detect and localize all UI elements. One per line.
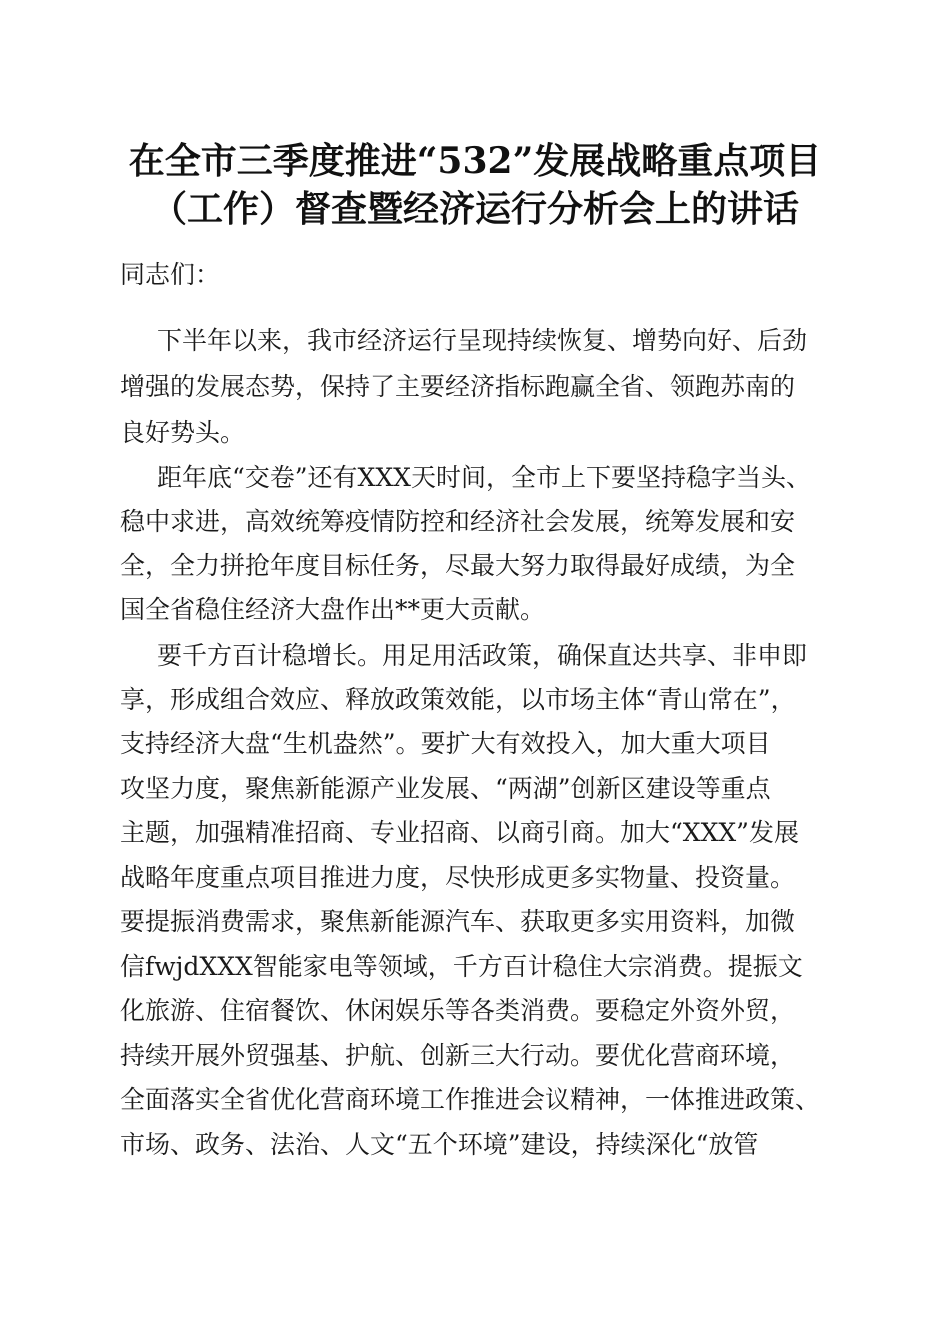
body-line: 增强的发展态势，保持了主要经济指标跑赢全省、领跑苏南的 [120,372,796,401]
salutation: 同志们： [120,260,221,289]
body-line: 要提振消费需求，聚焦新能源汽车、获取更多实用资料，加微 [120,907,796,936]
body-line: 要千方百计稳增长。用足用活政策，确保直达共享、非申即 [157,641,808,670]
body-line: 享，形成组合效应、释放政策效能，以市场主体“青山常在”， [120,685,796,714]
body-line: 距年底“交卷”还有XXX天时间，全市上下要坚持稳字当头、 [157,463,811,492]
body-line: 市场、政务、法治、人文“五个环境”建设，持续深化“放管 [120,1130,759,1159]
body-line: 下半年以来，我市经济运行呈现持续恢复、增势向好、后劲 [157,326,808,355]
body-line: 全，全力拼抢年度目标任务，尽最大努力取得最好成绩，为全 [120,551,796,580]
body-line: 全面落实全省优化营商环境工作推进会议精神，一体推进政策、 [120,1085,821,1114]
body-line: 国全省稳住经济大盘作出**更大贡献。 [120,595,546,624]
body-line: 良好势头。 [120,418,246,447]
body-line: 稳中求进，高效统筹疫情防控和经济社会发展，统筹发展和安 [120,507,796,536]
document-title-line-1: 在全市三季度推进“532”发展战略重点项目 [128,140,822,182]
body-line: 化旅游、住宿餐饮、休闲娱乐等各类消费。要稳定外资外贸， [120,996,796,1025]
document-title-line-2: （工作）督查暨经济运行分析会上的讲话 [150,188,799,230]
body-line: 支持经济大盘“生机盎然”。要扩大有效投入，加大重大项目 [120,729,771,758]
body-line: 攻坚力度，聚焦新能源产业发展、“两湖”创新区建设等重点 [120,774,771,803]
body-line: 持续开展外贸强基、护航、创新三大行动。要优化营商环境， [120,1041,796,1070]
body-line: 主题，加强精准招商、专业招商、以商引商。加大“XXX”发展 [120,818,799,847]
body-line: 信fwjdXXX智能家电等领域，千方百计稳住大宗消费。提振文 [120,952,803,981]
body-line: 战略年度重点项目推进力度，尽快形成更多实物量、投资量。 [120,863,796,892]
